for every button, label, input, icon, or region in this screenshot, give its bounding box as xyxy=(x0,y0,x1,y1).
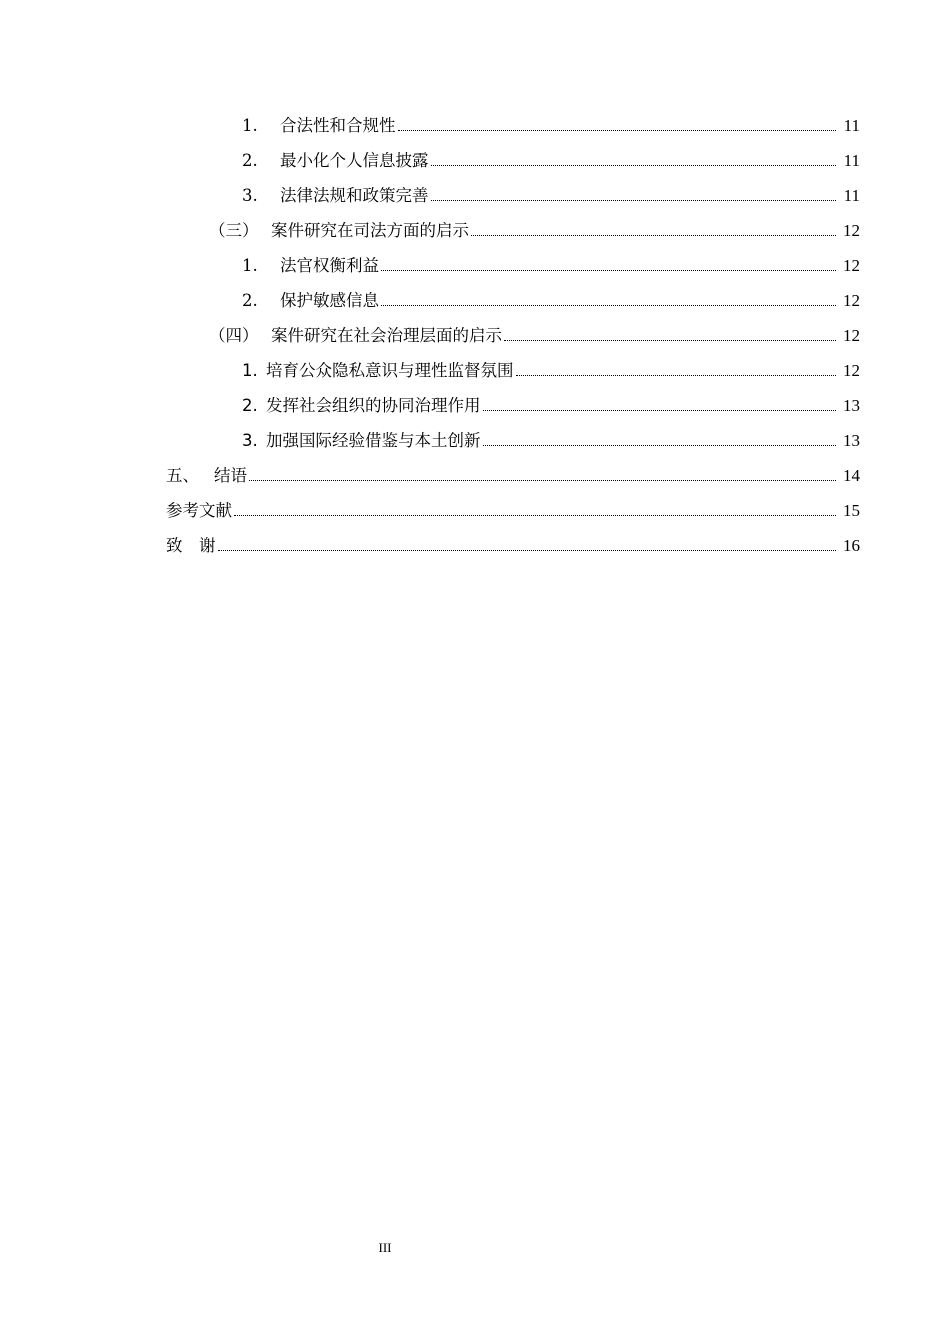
toc-entry[interactable] xyxy=(0,108,950,134)
toc-entry-page: 12 xyxy=(843,256,860,275)
toc-leader xyxy=(381,305,836,306)
toc-entry[interactable] xyxy=(0,204,950,239)
toc-entry-page: 12 xyxy=(843,361,860,380)
toc-leader xyxy=(249,480,836,481)
toc-entry-page: 11 xyxy=(843,186,860,205)
page-footer-number: III xyxy=(378,1240,392,1255)
toc-leader xyxy=(218,550,837,551)
toc-leader xyxy=(483,445,837,446)
toc-leader xyxy=(398,130,837,131)
toc-entry[interactable] xyxy=(0,519,950,554)
toc-entry-number: 3. xyxy=(242,430,258,450)
toc-entry-page: 12 xyxy=(843,326,860,345)
toc-leader xyxy=(471,235,836,236)
toc-entry-page: 11 xyxy=(843,116,860,135)
toc-entry-title: 培育公众隐私意识与理性监督氛围 xyxy=(266,360,514,380)
toc-entry-page: 13 xyxy=(843,396,860,415)
toc-entry-page: 13 xyxy=(843,431,860,450)
toc-entry-page: 12 xyxy=(843,291,860,310)
table-of-contents xyxy=(0,108,950,554)
toc-entry-title: 案件研究在司法方面的启示 xyxy=(271,220,469,240)
toc-entry[interactable] xyxy=(0,414,950,449)
toc-leader xyxy=(431,200,837,201)
toc-entry[interactable] xyxy=(0,134,950,169)
toc-leader xyxy=(431,165,837,166)
toc-entry[interactable] xyxy=(0,169,950,204)
toc-entry-number: 1. xyxy=(242,115,258,135)
toc-entry-number: 1. xyxy=(242,360,258,380)
toc-entry-title: 法官权衡利益 xyxy=(280,255,379,275)
toc-entry[interactable] xyxy=(0,379,950,414)
toc-entry-number: （四） xyxy=(209,325,259,345)
toc-entry-number: 2. xyxy=(242,290,258,310)
toc-entry-title: 法律法规和政策完善 xyxy=(280,185,429,205)
toc-entry[interactable] xyxy=(0,309,950,344)
toc-entry[interactable] xyxy=(0,449,950,484)
toc-entry-page: 14 xyxy=(843,466,860,485)
toc-entry-page: 11 xyxy=(843,151,860,170)
toc-leader xyxy=(504,340,836,341)
toc-entry-number: 2. xyxy=(242,395,258,415)
toc-leader xyxy=(234,515,836,516)
toc-entry[interactable] xyxy=(0,239,950,274)
toc-entry-title: 合法性和合规性 xyxy=(280,115,396,135)
toc-entry-title: 最小化个人信息披露 xyxy=(280,150,429,170)
toc-entry-title: 案件研究在社会治理层面的启示 xyxy=(271,325,502,345)
toc-entry-number: 五、 xyxy=(166,465,199,485)
toc-entry-title: 参考文献 xyxy=(166,500,232,520)
toc-entry-title: 保护敏感信息 xyxy=(280,290,379,310)
toc-entry-number: 1. xyxy=(242,255,258,275)
toc-entry-title: 发挥社会组织的协同治理作用 xyxy=(266,395,481,415)
toc-leader xyxy=(483,410,837,411)
toc-entry-number: 3. xyxy=(242,185,258,205)
toc-entry[interactable] xyxy=(0,484,950,519)
toc-entry-page: 16 xyxy=(843,536,860,555)
toc-leader xyxy=(516,375,837,376)
toc-leader xyxy=(381,270,836,271)
toc-entry-number: 2. xyxy=(242,150,258,170)
toc-entry-page: 15 xyxy=(843,501,860,520)
toc-entry[interactable] xyxy=(0,344,950,379)
toc-entry-title: 致 谢 xyxy=(166,535,216,555)
toc-entry-page: 12 xyxy=(843,221,860,240)
toc-entry[interactable] xyxy=(0,274,950,309)
toc-entry-title: 加强国际经验借鉴与本土创新 xyxy=(266,430,481,450)
toc-entry-number: （三） xyxy=(209,220,259,240)
toc-entry-title: 结语 xyxy=(214,465,247,485)
